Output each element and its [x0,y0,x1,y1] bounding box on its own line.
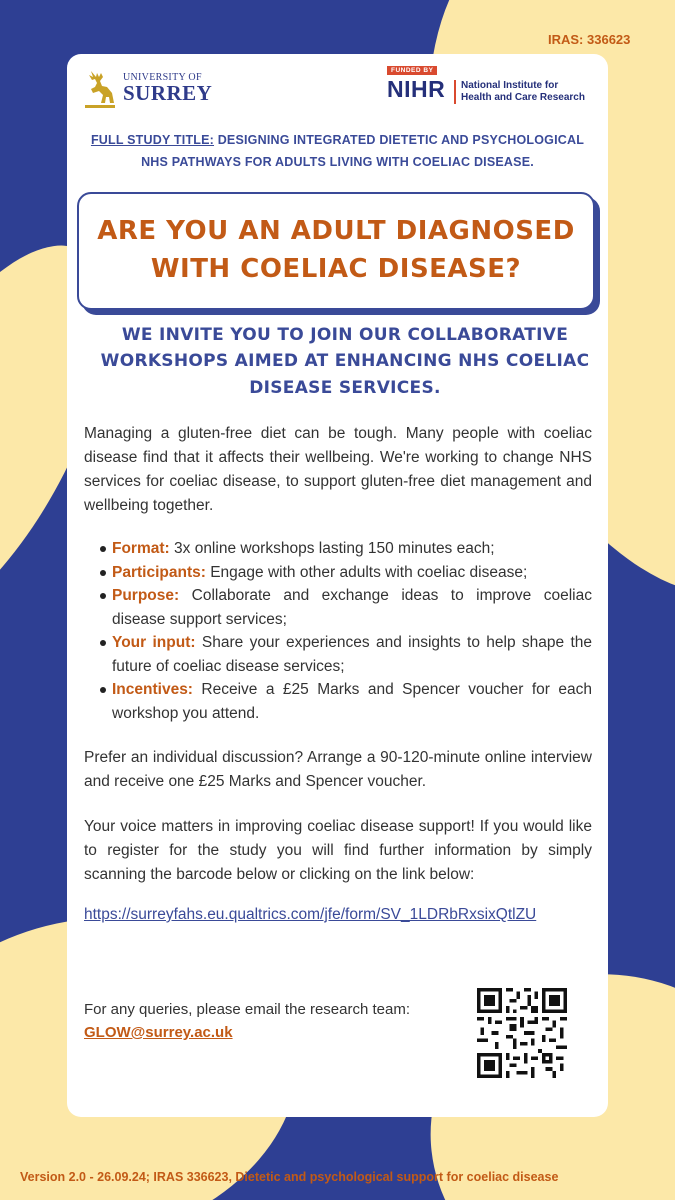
list-item-text: Engage with other adults with coeliac disease; [210,563,528,581]
invite-heading [90,322,600,401]
invite-line2: WORKSHOPS AIMED AT ENHANCING NHS COELIAC [100,351,590,372]
list-item-text: Share your experiences and insights to help shape the future of coeliac disease services; [112,634,593,675]
nihr-wordmark: NIHR [387,76,446,102]
list-item-label: Your input: [112,634,196,651]
registration-link[interactable]: https://surreyfahs.eu.qualtrics.com/jfe/form/SV_1LDRbRxsixQtlZU [84,906,537,923]
contact-text: For any queries, please email the research team: [84,1001,410,1018]
nihr-line1: National Institute for [461,80,559,91]
contact-email-link[interactable]: GLOW@surrey.ac.uk [84,1024,233,1041]
list-item [84,678,592,725]
invite-line1: WE INVITE YOU TO JOIN OUR COLLABORATIVE [121,325,569,345]
study-title-text: DESIGNING INTEGRATED DIETETIC AND PSYCHOLOGICAL NHS PATHWAYS FOR ADULTS LIVING WITH COELIAC DISEASE. [141,133,585,169]
list-item-label: Incentives: [112,681,193,698]
study-title-label: FULL STUDY TITLE: [90,133,215,147]
iras-number: IRAS: 336623 [548,32,631,47]
nihr-logo [387,66,597,110]
headline-line1: ARE YOU AN ADULT DIAGNOSED [97,216,575,247]
list-item-label: Purpose: [112,587,180,604]
individual-paragraph: Prefer an individual discussion? Arrange a 90-120-minute online interview and receive one £25 Marks and Spencer voucher. [84,749,592,790]
funded-by-badge: FUNDED BY [387,66,437,75]
invite-line3: DISEASE SERVICES. [249,377,441,398]
headline-box [77,192,595,310]
study-title [78,130,597,174]
list-item [84,631,592,678]
headline [97,213,575,288]
stag-icon [83,67,117,109]
university-label: UNIVERSITY OF [123,71,202,83]
nihr-line2: Health and Care Research [461,92,585,103]
voice-paragraph: Your voice matters in improving coeliac disease support! If you would like to register for the study you will find further information by simply scanning the barcode below or clicking on the link below: [84,818,592,883]
contact-block [84,998,410,1044]
qr-code[interactable] [477,988,567,1078]
list-item [84,584,592,631]
version-footer: Version 2.0 - 26.09.24; IRAS 336623, Dietetic and psychological support for coeliac disease [20,1170,559,1184]
details-list [84,537,592,725]
list-item [84,561,592,585]
list-item-text: 3x online workshops lasting 150 minutes each; [174,540,495,557]
list-item-text: Collaborate and exchange ideas to improve coeliac disease support services; [112,587,592,628]
list-item-text: Receive a £25 Marks and Spencer voucher for each workshop you attend. [112,681,592,722]
nihr-institute-name [461,80,585,104]
list-item [84,537,592,561]
intro-paragraph: Managing a gluten-free diet can be tough. Many people with coeliac disease find that it affects their wellbeing. We're working to change NHS services for coeliac disease, to support gluten-free diet management and wellbeing together. [84,425,592,514]
list-item-label: Participants: [112,563,206,581]
headline-line2: WITH COELIAC DISEASE? [150,254,522,284]
nihr-divider [454,80,456,104]
surrey-label: SURREY [123,80,213,105]
list-item-label: Format: [112,540,170,557]
university-of-surrey-logo [83,66,228,110]
